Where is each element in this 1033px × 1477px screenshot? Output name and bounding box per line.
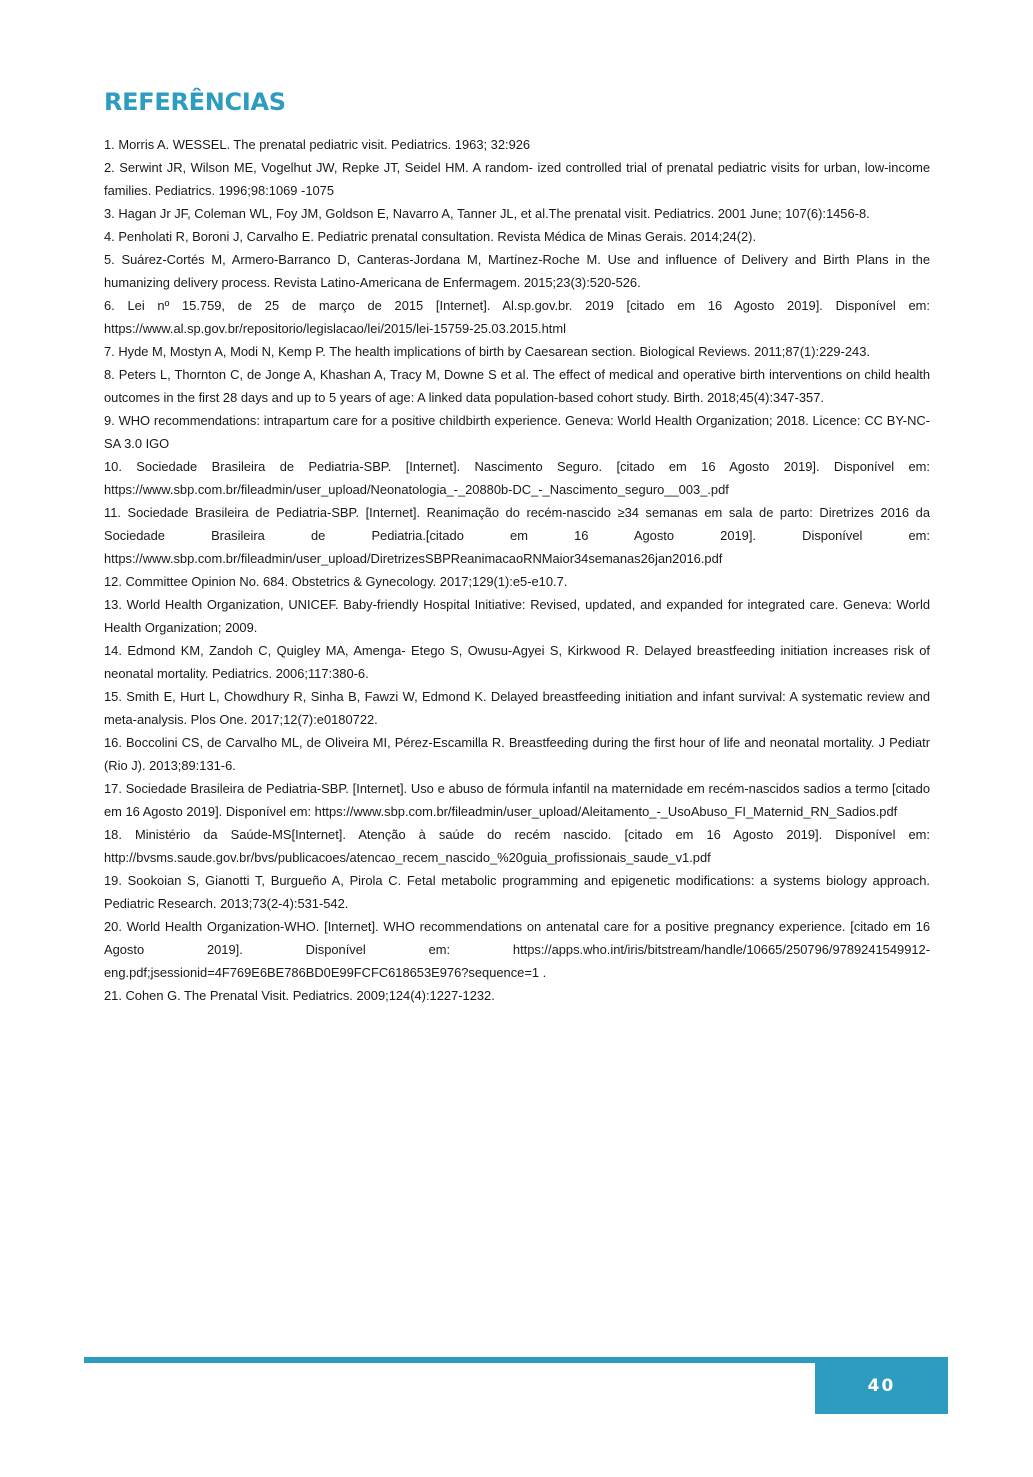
reference-item: 6. Lei nº 15.759, de 25 de março de 2015 [Internet]. Al.sp.gov.br. 2019 [citado em 16 Agosto 2019]. Disponível em: https://www.al.sp.gov.br/repositorio/legislacao/lei/2015/lei-15759-25.03.2015.html	[104, 298, 930, 336]
reference-item: 14. Edmond KM, Zandoh C, Quigley MA, Amenga- Etego S, Owusu-Agyei S, Kirkwood R. Delayed breastfeeding initiation increases risk of neonatal mortality. Pediatrics. 2006;117:380-6.	[104, 643, 930, 681]
reference-item: 17. Sociedade Brasileira de Pediatria-SBP. [Internet]. Uso e abuso de fórmula infantil na maternidade em recém-nascidos sadios a termo [citado em 16 Agosto 2019]. Disponível em: https://www.sbp.com.br/fileadmin/user_upload/Aleitamento_-_UsoAbuso_FI_Maternid_RN_Sadios.pdf	[104, 781, 930, 819]
reference-item: 20. World Health Organization-WHO. [Internet]. WHO recommendations on antenatal care for a positive pregnancy experience. [citado em 16 Agosto 2019]. Disponível em: https://apps.who.int/iris/bitstream/handle/10665/250796/9789241549912-eng.pdf;jsessionid=4F769E6BE786BD0E99FCFC618653E976?sequence=1 .	[104, 919, 930, 980]
page-title: REFERÊNCIAS	[104, 88, 286, 116]
reference-item: 5. Suárez-Cortés M, Armero-Barranco D, Canteras-Jordana M, Martínez-Roche M. Use and influence of Delivery and Birth Plans in the humanizing delivery process. Revista Latino-Americana de Enfermagem. 2015;23(3):520-526.	[104, 252, 930, 290]
reference-item: 19. Sookoian S, Gianotti T, Burgueño A, Pirola C. Fetal metabolic programming and epigenetic modifications: a systems biology approach. Pediatric Research. 2013;73(2-4):531-542.	[104, 873, 930, 911]
footer-rule	[84, 1357, 824, 1363]
reference-item: 9. WHO recommendations: intrapartum care for a positive childbirth experience. Geneva: World Health Organization; 2018. Licence: CC BY-NC- SA 3.0 IGO	[104, 413, 930, 451]
reference-item: 11. Sociedade Brasileira de Pediatria-SBP. [Internet]. Reanimação do recém-nascido ≥34 semanas em sala de parto: Diretrizes 2016 da Sociedade Brasileira de Pediatria.[citado em 16 Agosto 2019]. Disponível em: https://www.sbp.com.br/fileadmin/user_upload/DiretrizesSBPReanimacaoRNMaior34semanas26jan2016.pdf	[104, 505, 930, 566]
reference-item: 8. Peters L, Thornton C, de Jonge A, Khashan A, Tracy M, Downe S et al. The effect of medical and operative birth interventions on child health outcomes in the first 28 days and up to 5 years of age: A linked data population-based cohort study. Birth. 2018;45(4):347-357.	[104, 367, 930, 405]
reference-item: 12. Committee Opinion No. 684. Obstetrics & Gynecology. 2017;129(1):e5-e10.7.	[104, 574, 568, 589]
reference-list	[104, 133, 930, 1007]
reference-item: 18. Ministério da Saúde-MS[Internet]. Atenção à saúde do recém nascido. [citado em 16 Agosto 2019]. Disponível em: http://bvsms.saude.gov.br/bvs/publicacoes/atencao_recem_nascido_%20guia_profissionais_saude_v1.pdf	[104, 827, 930, 865]
reference-item: 7. Hyde M, Mostyn A, Modi N, Kemp P. The health implications of birth by Caesarean section. Biological Reviews. 2011;87(1):229-243.	[104, 344, 870, 359]
reference-item: 2. Serwint JR, Wilson ME, Vogelhut JW, Repke JT, Seidel HM. A random- ized controlled trial of prenatal pediatric visits for urban, low-income families. Pediatrics. 1996;98:1069 -1075	[104, 160, 930, 198]
page-number: 40	[867, 1375, 896, 1396]
reference-item: 15. Smith E, Hurt L, Chowdhury R, Sinha B, Fawzi W, Edmond K. Delayed breastfeeding initiation and infant survival: A systematic review and meta-analysis. Plos One. 2017;12(7):e0180722.	[104, 689, 930, 727]
page-number-box	[815, 1357, 948, 1414]
reference-item: 13. World Health Organization, UNICEF. Baby-friendly Hospital Initiative: Revised, updated, and expanded for integrated care. Geneva: World Health Organization; 2009.	[104, 597, 930, 635]
reference-item: 16. Boccolini CS, de Carvalho ML, de Oliveira MI, Pérez-Escamilla R. Breastfeeding during the first hour of life and neonatal mortality. J Pediatr (Rio J). 2013;89:131-6.	[104, 735, 930, 773]
reference-item: 1. Morris A. WESSEL. The prenatal pediatric visit. Pediatrics. 1963; 32:926	[104, 137, 531, 152]
reference-item: 21. Cohen G. The Prenatal Visit. Pediatrics. 2009;124(4):1227-1232.	[104, 988, 495, 1003]
reference-item: 4. Penholati R, Boroni J, Carvalho E. Pediatric prenatal consultation. Revista Médica de Minas Gerais. 2014;24(2).	[104, 229, 757, 244]
reference-item: 10. Sociedade Brasileira de Pediatria-SBP. [Internet]. Nascimento Seguro. [citado em 16 Agosto 2019]. Disponível em: https://www.sbp.com.br/fileadmin/user_upload/Neonatologia_-_20880b-DC_-_Nascimento_seguro__003_.pdf	[104, 459, 930, 497]
reference-item: 3. Hagan Jr JF, Coleman WL, Foy JM, Goldson E, Navarro A, Tanner JL, et al.The prenatal visit. Pediatrics. 2001 June; 107(6):1456-8.	[104, 206, 870, 221]
